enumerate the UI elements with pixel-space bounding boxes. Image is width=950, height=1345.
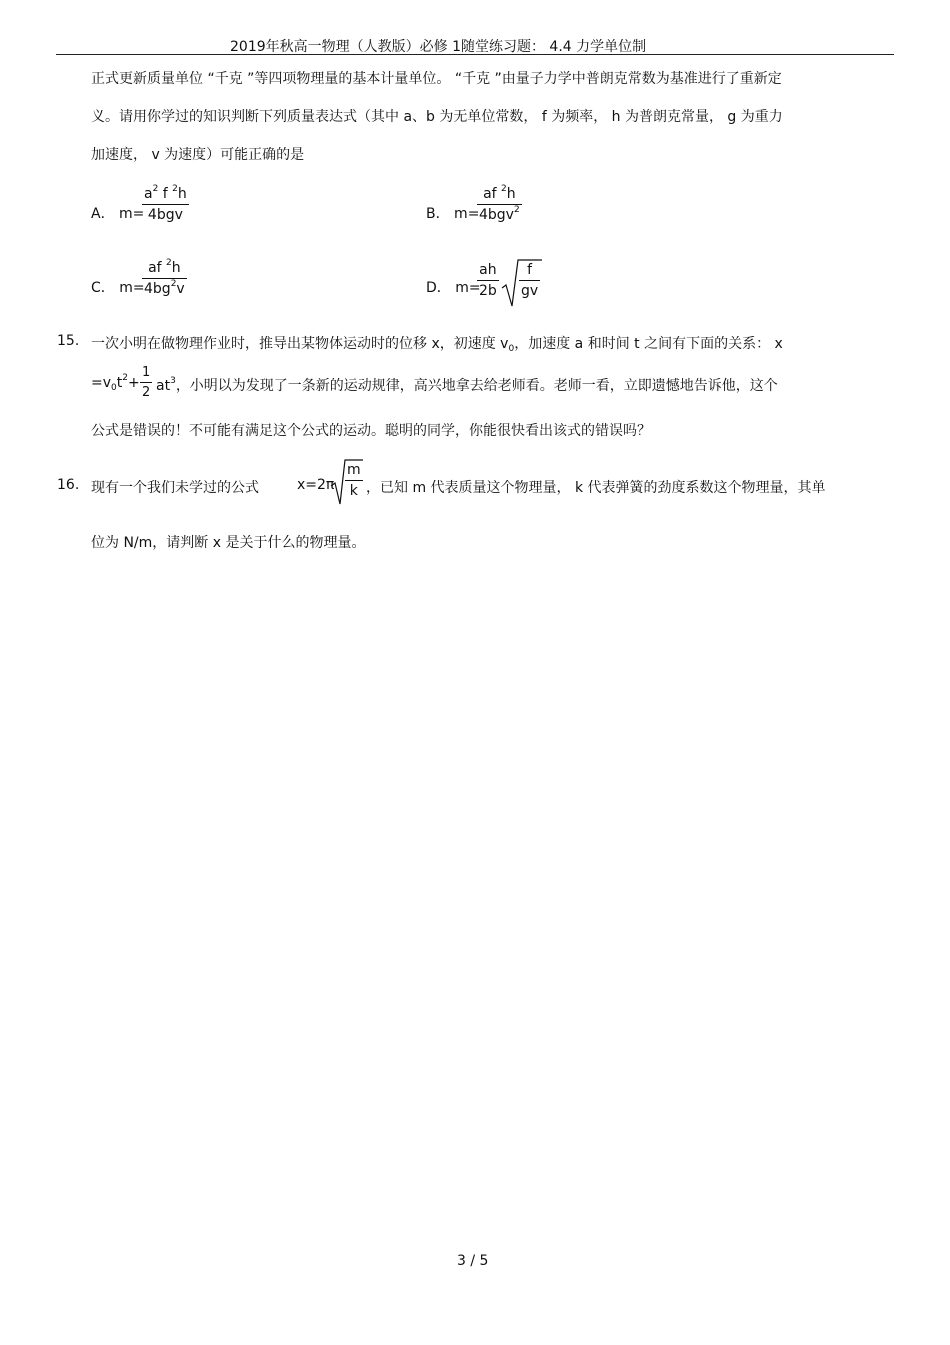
option-a-numerator: $a^2$ f $^2$h bbox=[144, 184, 187, 202]
q15-half-denominator: 2 bbox=[140, 382, 152, 400]
q15-number: 15. bbox=[57, 333, 80, 349]
q16-number: 16. bbox=[57, 477, 80, 493]
option-d-sqrt-fraction bbox=[519, 262, 540, 299]
option-b-denominator: 4bgv$^2$ bbox=[479, 205, 520, 223]
q14-line-1: 正式更新质量单位 “千克 ”等四项物理量的基本计量单位。 “千克 ”由量子力学中普朗克常数为基准进行了重新定 bbox=[91, 71, 782, 87]
option-c-label: C． m= bbox=[91, 280, 145, 296]
q16-line-1-rest: ，已知 m 代表质量这个物理量， k 代表弹簧的劲度系数这个物理量，其单 bbox=[366, 480, 826, 496]
option-d-numerator: ah bbox=[479, 262, 497, 278]
option-a-denominator: 4bgv bbox=[142, 204, 189, 223]
q15-half-fraction bbox=[140, 365, 152, 400]
q16-sqrt bbox=[330, 458, 364, 506]
option-a-fraction bbox=[142, 186, 189, 223]
q16-sqrt-denominator: k bbox=[345, 480, 363, 499]
q16-sqrt-numerator: m bbox=[347, 462, 361, 478]
page-header-title: 2019年秋高一物理（人教版）必修 1随堂练习题： 4.4 力学单位制 bbox=[230, 39, 647, 55]
option-c-numerator: af $^2$h bbox=[148, 258, 181, 276]
q15-line-2: $at^3$，小明以为发现了一条新的运动规律，高兴地拿去给老师看。老师一看，立即遗憾地告诉他，这个 bbox=[156, 376, 778, 394]
q15-formula-start: $=v_0t^2+$ bbox=[91, 373, 140, 393]
q16-intro: 现有一个我们未学过的公式 bbox=[91, 480, 259, 496]
option-b-numerator: af $^2$h bbox=[483, 184, 516, 202]
option-b-fraction bbox=[477, 186, 522, 223]
header-rule bbox=[56, 54, 894, 55]
q15-half-numerator: 1 bbox=[142, 365, 151, 380]
page-number: 3 / 5 bbox=[457, 1253, 489, 1269]
option-b-label: B． m= bbox=[426, 206, 480, 222]
q16-formula: x=2π bbox=[297, 477, 335, 493]
option-d-denominator: 2b bbox=[477, 280, 499, 299]
q16-line-2: 位为 N/m，请判断 x 是关于什么的物理量。 bbox=[91, 535, 366, 551]
q16-sqrt-fraction bbox=[345, 462, 363, 499]
option-a-label: A． m= bbox=[91, 206, 145, 222]
option-d-sqrt bbox=[501, 258, 543, 308]
option-d-fraction bbox=[477, 262, 499, 299]
q14-line-3: 加速度， v 为速度）可能正确的是 bbox=[91, 147, 305, 163]
q15-line-1: 一次小明在做物理作业时，推导出某物体运动时的位移 x，初速度 $v_0$，加速度 a 和时间 t 之间有下面的关系： x bbox=[91, 336, 783, 354]
option-d-sqrt-numerator: f bbox=[527, 262, 533, 278]
option-c-fraction bbox=[142, 260, 187, 297]
option-d-label: D． m= bbox=[426, 280, 481, 296]
q14-line-2: 义。请用你学过的知识判断下列质量表达式（其中 a、b 为无单位常数， f 为频率， h 为普朗克常量， g 为重力 bbox=[91, 109, 783, 125]
option-d-sqrt-denominator: gv bbox=[519, 280, 540, 299]
option-c-denominator: $4bg^2v$ bbox=[144, 279, 185, 297]
q15-line-3: 公式是错误的！不可能有满足这个公式的运动。聪明的同学，你能很快看出该式的错误吗？ bbox=[91, 423, 651, 439]
